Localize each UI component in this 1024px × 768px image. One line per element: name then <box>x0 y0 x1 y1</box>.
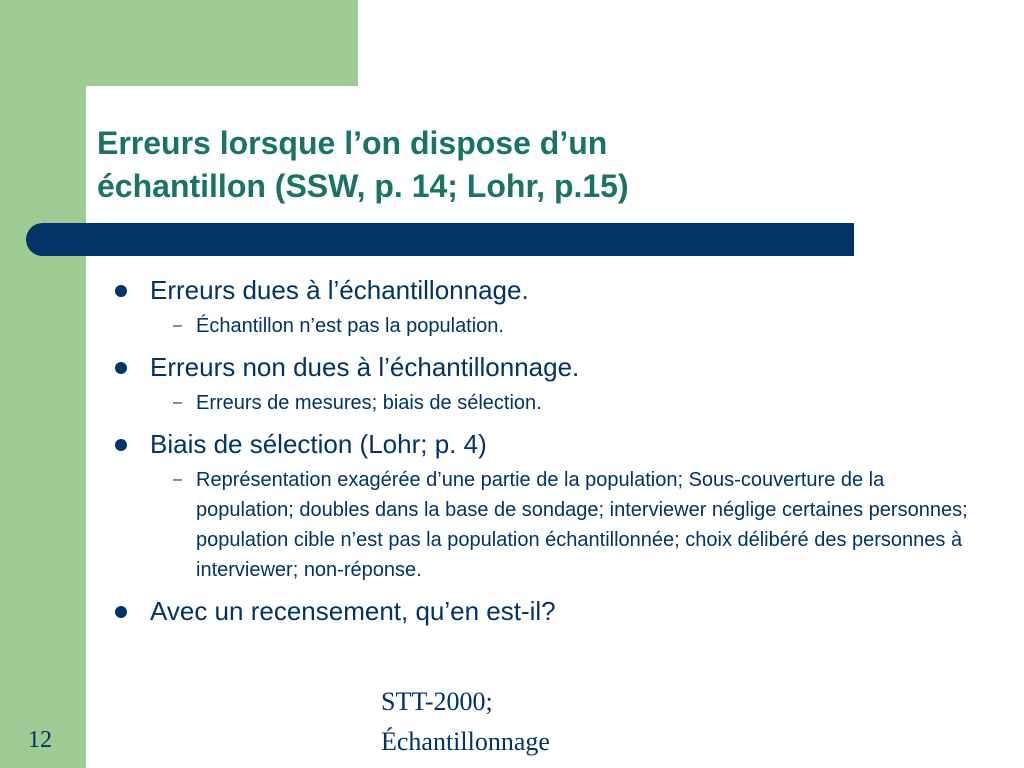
green-top-band <box>0 0 358 86</box>
sub-bullet-item <box>150 388 1000 418</box>
title-line-2: échantillon (SSW, p. 14; Lohr, p.15) <box>97 168 629 204</box>
bullet-item <box>110 595 1000 627</box>
sub-bullet-list <box>150 465 1000 585</box>
bullet-dot-icon <box>115 362 127 374</box>
course-line-2: Échantillonnage <box>381 727 550 756</box>
course-line-1: STT-2000; <box>381 687 493 716</box>
dash-icon: – <box>173 317 182 334</box>
title-divider-bar <box>26 223 854 256</box>
footer-course <box>381 682 550 762</box>
bullet-text: Avec un recensement, qu’en est-il? <box>150 596 556 626</box>
bullet-item <box>110 274 1000 341</box>
bullet-list <box>110 274 1000 627</box>
slide-title <box>97 122 629 208</box>
dash-icon: – <box>173 394 182 411</box>
bullet-dot-icon <box>115 285 127 297</box>
slide-number: 12 <box>28 727 52 753</box>
sub-bullet-text: Erreurs de mesures; biais de sélection. <box>196 392 542 414</box>
bullet-text: Biais de sélection (Lohr; p. 4) <box>150 429 487 459</box>
bullet-text: Erreurs dues à l’échantillonnage. <box>150 275 529 305</box>
bullet-item <box>110 428 1000 585</box>
sub-bullet-list <box>150 311 1000 341</box>
sub-bullet-list <box>150 388 1000 418</box>
bullet-dot-icon <box>115 439 127 451</box>
sub-bullet-item <box>150 465 1000 585</box>
bullet-dot-icon <box>115 606 127 618</box>
sub-bullet-text: Échantillon n’est pas la population. <box>196 315 504 337</box>
green-side-band <box>0 0 86 768</box>
sub-bullet-text: Représentation exagérée d’une partie de la population; Sous-couverture de la population; doubles dans la base de sondage; interviewer néglige certaines personnes; population cible n’est pas la population échantillonnée; choix délibéré des personnes à interviewer; non-réponse. <box>196 469 968 581</box>
sub-bullet-item <box>150 311 1000 341</box>
dash-icon: – <box>173 471 182 488</box>
bullet-item <box>110 351 1000 418</box>
bullet-text: Erreurs non dues à l’échantillonnage. <box>150 352 580 382</box>
title-line-1: Erreurs lorsque l’on dispose d’un <box>97 125 608 161</box>
